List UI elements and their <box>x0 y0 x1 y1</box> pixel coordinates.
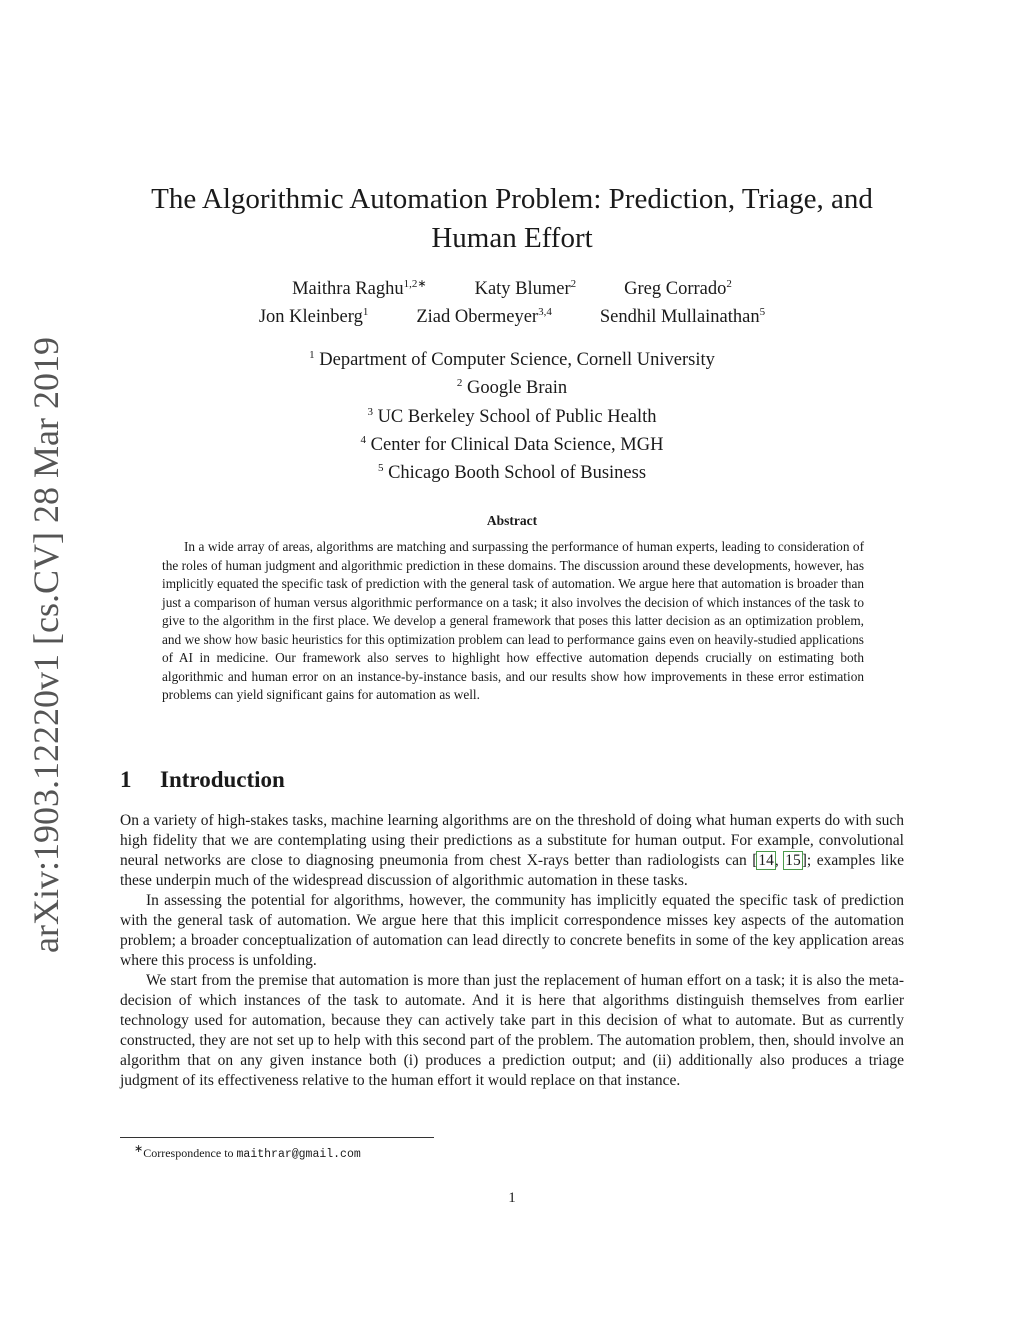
section-title: Introduction <box>160 767 285 792</box>
citation-link[interactable]: 14 <box>758 852 774 869</box>
author: Sendhil Mullainathan$^5$ <box>599 306 766 328</box>
section-heading <box>120 767 285 793</box>
page-number: 1 <box>508 1190 516 1206</box>
affiliation: $^4$ Center for Clinical Data Science, MGH <box>360 434 664 456</box>
affiliation: $^3$ UC Berkeley School of Public Health <box>367 405 657 427</box>
paragraph: We start from the premise that automation is more than just the replacement of human effort on a task; it is also the meta-decision of which instances of the task to automate. And it is here that algorithms distinguish themselves from earlier technology used for automation, because they can actively take part in this decision of what to automate. But as currently constructed, they are not set up to help with this second part of the problem. The automation problem, then, should involve an algorithm that on any given instance both (i) produces a prediction output; and (ii) additionally also produces a triage judgment of its effectiveness relative to the human effort it would replace on that instance. <box>120 972 904 1089</box>
paragraph: On a variety of high-stakes tasks, machine learning algorithms are on the threshold of doing what human experts do with such high fidelity that we are contemplating using their predictions as a substitute for human output. For example, convolutional neural networks are close to diagnosing pneumonia from chest X-rays better than radiologists can [14, 15]; examples like these underpin much of the widespread discussion of algorithmic automation in these tasks. <box>120 812 904 889</box>
affiliation: $^1$ Department of Computer Science, Cornell University <box>309 349 715 371</box>
section-number: 1 <box>120 767 132 792</box>
paper-title <box>110 180 914 258</box>
abstract-text: In a wide array of areas, algorithms are matching and surpassing the performance of human experts, leading to consideration of the roles of human judgment and algorithmic prediction in these domains. The discussion around these developments, however, has implicitly equated the specific task of prediction with the general task of automation. We argue here that automation is broader than just a comparison of human versus algorithmic performance on a task; it also involves the decision of which instances of the task to give to the algorithm in the first place. We develop a general framework that poses this latter decision as an optimization problem, and we show how basic heuristics for this optimization problem can lead to performance gains even on heavily-studied applications of AI in medicine. Our framework also serves to highlight how effective automation depends crucially on estimating both algorithmic and human error on an instance-by-instance basis, and our results show how improvements in these error estimation problems can yield significant gains for automation as well. <box>162 539 864 703</box>
title-line-2: Human Effort <box>431 222 593 254</box>
affiliation: $^2$ Google Brain <box>456 377 568 399</box>
footnote: ∗Correspondence to maithrar@gmail.com <box>134 1143 361 1161</box>
footnote-rule <box>120 1137 434 1138</box>
author-row-2 <box>110 301 914 329</box>
author: Ziad Obermeyer$^{3,4}$ <box>416 306 552 328</box>
author: Katy Blumer$^2$ <box>474 278 577 300</box>
author-row-1 <box>110 273 914 301</box>
affiliation-list <box>110 344 914 486</box>
author-list <box>110 273 914 329</box>
body-text <box>120 811 904 1091</box>
email-address: maithrar@gmail.com <box>236 1148 361 1161</box>
paragraph: In assessing the potential for algorithms, however, the community has implicitly equated the specific task of prediction with the general task of automation. We argue here that this implicit correspondence misses key aspects of the automation problem; a broader conceptualization of automation can lead directly to concrete benefits in some of the key application areas where this process is unfolding. <box>120 892 904 969</box>
author: Greg Corrado$^2$ <box>624 278 732 300</box>
citation-link[interactable]: 15 <box>785 852 801 869</box>
arxiv-identifier: arXiv:1903.12220v1 [cs.CV] 28 Mar 2019 <box>26 337 66 953</box>
abstract-heading: Abstract <box>486 513 538 528</box>
author: Jon Kleinberg$^1$ <box>258 306 369 328</box>
author: Maithra Raghu$^{1,2∗}$ <box>292 278 427 300</box>
title-line-1: The Algorithmic Automation Problem: Prediction, Triage, and <box>151 183 873 215</box>
affiliation: $^5$ Chicago Booth School of Business <box>377 462 647 484</box>
